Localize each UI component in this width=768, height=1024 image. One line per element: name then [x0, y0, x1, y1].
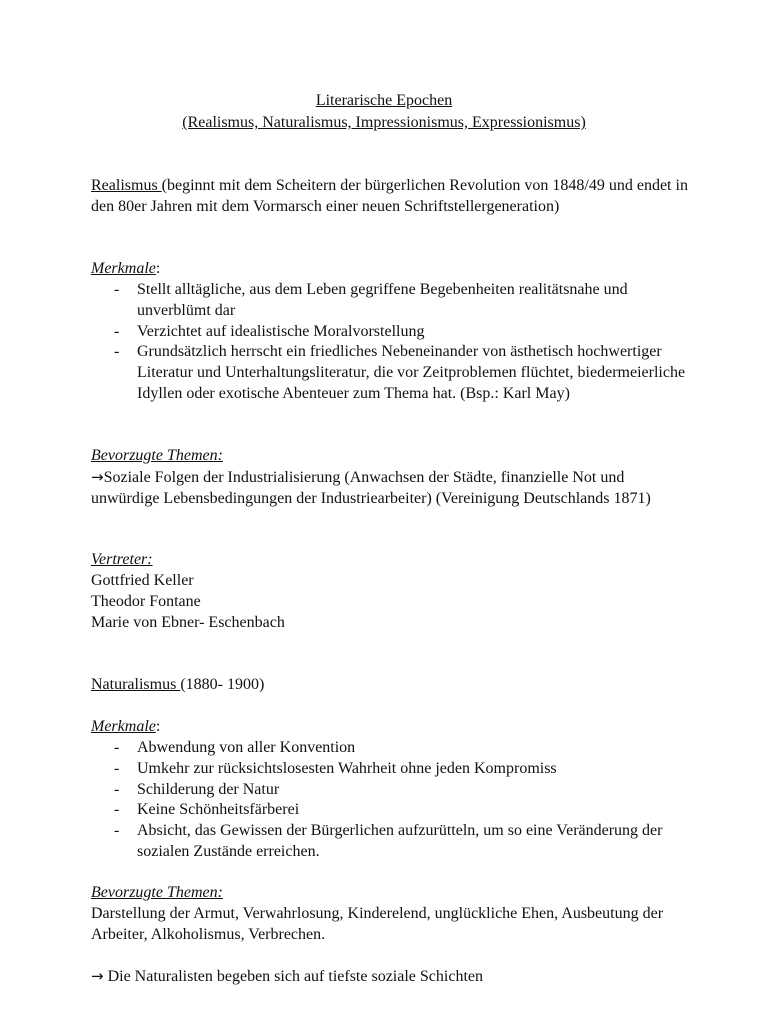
list-item-text: Keine Schönheitsfärberei [137, 801, 300, 819]
dash-bullet: - [114, 739, 120, 756]
realismus-vertreter-list [91, 571, 691, 633]
arrow-icon: → [91, 967, 104, 985]
list-item [91, 738, 691, 759]
naturalismus-merkmale-list [91, 738, 691, 863]
naturalismus-merkmale-list-wrap [91, 738, 691, 863]
naturalismus-conclusion-text: Die Naturalisten begeben sich auf tiefste soziale Schichten [103, 968, 483, 985]
realismus-themen-label-text: Bevorzugte Themen: [91, 447, 223, 464]
list-item-text: Schilderung der Natur [137, 780, 280, 798]
list-item [91, 280, 691, 322]
realismus-vertreter-label [91, 550, 691, 571]
naturalismus-merkmale-colon: : [155, 718, 161, 735]
realismus-intro-text: (beginnt mit dem Scheitern der bürgerlichen Revolution von 1848/49 und endet in den 80er Jahren mit dem Vormarsch einer neuen Schriftstellergeneration) [91, 177, 688, 215]
vertreter-item: Marie von Ebner- Eschenbach [91, 613, 285, 631]
dash-bullet: - [114, 759, 120, 777]
list-item-text: Verzichtet auf idealistische Moralvorstellung [137, 322, 425, 340]
naturalismus-themen-label [91, 883, 691, 904]
list-item-text: Grundsätzlich herrscht ein friedliches Nebeneinander von ästhetisch hochwertiger Literatur und Unterhaltungsliteratur, die vor Zeitproblemen flüchtet, biedermeierliche Idyllen oder exotische Abenteuer zum Thema hat. (Bsp.: Karl May) [137, 343, 686, 402]
arrow-icon: → [91, 468, 104, 486]
realismus-themen-text: Soziale Folgen der Industrialisierung (Anwachsen der Städte, finanzielle Not und unwürdige Lebensbedingungen der Industriearbeiter) (Vereinigung Deutschlands 1871) [91, 469, 651, 507]
vertreter-item: Theodor Fontane [91, 592, 201, 610]
dash-bullet: - [114, 322, 120, 340]
list-item-text: Absicht, das Gewissen der Bürgerlichen aufzurütteln, um so eine Veränderung der sozialen Zustände erreichen. [137, 822, 663, 860]
realismus-merkmale-label: Merkmale [91, 260, 156, 277]
dash-bullet: - [114, 780, 120, 798]
realismus-merkmale-list [91, 280, 691, 405]
dash-bullet: - [114, 281, 120, 298]
naturalismus-intro [91, 675, 691, 696]
list-item [91, 322, 691, 343]
naturalismus-heading: Naturalismus [91, 676, 181, 693]
dash-bullet: - [114, 822, 120, 840]
dash-bullet: - [114, 801, 120, 819]
realismus-themen-label [91, 446, 691, 467]
realismus-vertreter-label-text: Vertreter: [91, 551, 153, 568]
list-item-text: Umkehr zur rücksichtslosesten Wahrheit ohne jeden Kompromiss [137, 759, 557, 777]
realismus-merkmale-list-wrap [91, 280, 691, 405]
naturalismus-merkmale-label: Merkmale [91, 718, 156, 735]
realismus-heading: Realismus [91, 177, 162, 194]
naturalismus-themen-label-text: Bevorzugte Themen: [91, 884, 223, 901]
list-item [91, 342, 691, 404]
naturalismus-conclusion [91, 966, 691, 988]
naturalismus-themen-text: Darstellung der Armut, Verwahrlosung, Kinderelend, unglückliche Ehen, Ausbeutung der Arbeiter, Alkoholismus, Verbrechen. [91, 905, 664, 943]
naturalismus-merkmale-label-line [91, 717, 691, 738]
dash-bullet: - [114, 343, 120, 361]
document-subtitle: (Realismus, Naturalismus, Impressionismus, Expressionismus) [182, 114, 586, 131]
naturalismus-intro-text: (1880- 1900) [180, 676, 265, 693]
realismus-merkmale-colon: : [155, 260, 161, 277]
realismus-intro [91, 176, 691, 218]
list-item [91, 759, 691, 780]
list-item [91, 780, 691, 801]
document-title: Literarische Epochen [315, 92, 453, 109]
realismus-themen [91, 467, 691, 510]
vertreter-item: Gottfried Keller [91, 572, 194, 589]
list-item [91, 821, 691, 863]
list-item-text: Stellt alltägliche, aus dem Leben gegriffene Begebenheiten realitätsnahe und unverblümt dar [137, 281, 628, 319]
list-item-text: Abwendung von aller Konvention [137, 739, 356, 756]
list-item [91, 800, 691, 821]
realismus-merkmale-label-line [91, 259, 691, 280]
